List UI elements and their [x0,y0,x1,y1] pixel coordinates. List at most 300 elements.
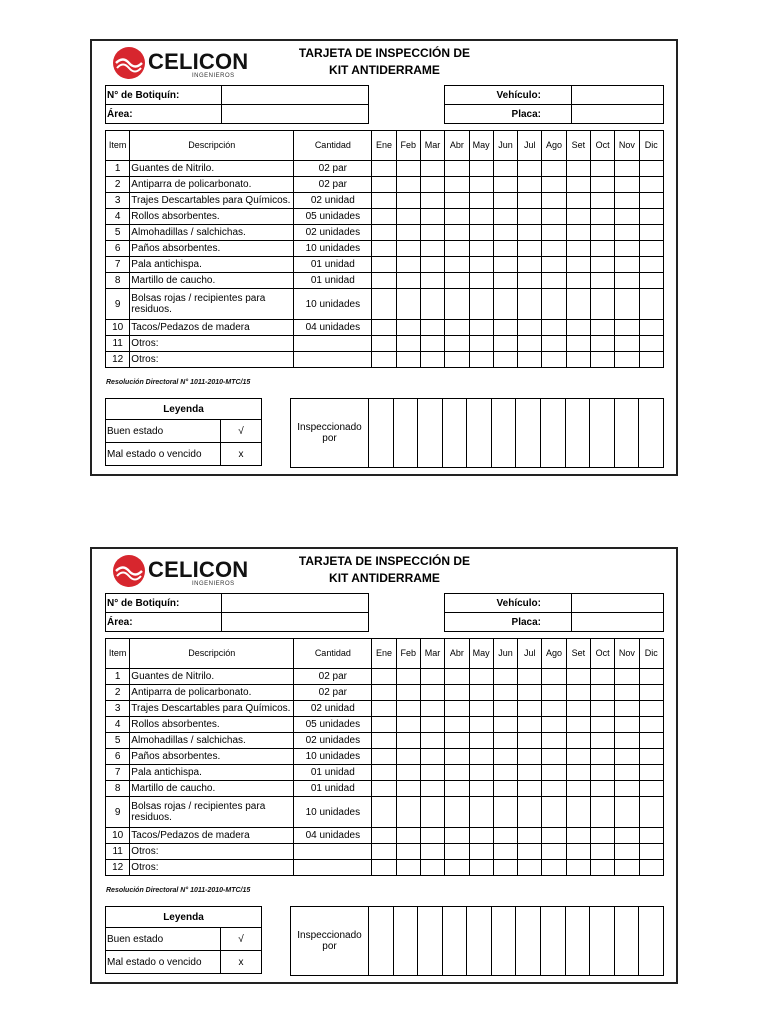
month-cell[interactable] [566,717,590,733]
month-cell[interactable] [396,685,420,701]
month-cell[interactable] [639,177,663,193]
month-cell[interactable] [518,685,542,701]
month-cell[interactable] [493,273,517,289]
row-qty[interactable] [294,860,372,876]
month-cell[interactable] [493,781,517,797]
month-cell[interactable] [639,797,663,828]
botiquin-field[interactable] [222,86,369,105]
month-cell[interactable] [420,225,444,241]
month-cell[interactable] [493,797,517,828]
month-cell[interactable] [615,289,639,320]
month-cell[interactable] [372,273,396,289]
month-cell[interactable] [445,733,469,749]
month-cell[interactable] [469,717,493,733]
month-cell[interactable] [590,209,614,225]
month-cell[interactable] [445,225,469,241]
month-cell[interactable] [639,669,663,685]
month-cell[interactable] [372,844,396,860]
signature-cell[interactable] [639,399,664,468]
signature-cell[interactable] [590,907,615,976]
month-cell[interactable] [518,177,542,193]
month-cell[interactable] [542,320,566,336]
month-cell[interactable] [372,320,396,336]
month-cell[interactable] [445,669,469,685]
month-cell[interactable] [420,765,444,781]
month-cell[interactable] [615,241,639,257]
month-cell[interactable] [542,257,566,273]
month-cell[interactable] [493,320,517,336]
month-cell[interactable] [445,336,469,352]
month-cell[interactable] [372,193,396,209]
month-cell[interactable] [566,797,590,828]
month-cell[interactable] [590,177,614,193]
month-cell[interactable] [372,765,396,781]
month-cell[interactable] [615,257,639,273]
month-cell[interactable] [566,336,590,352]
month-cell[interactable] [469,289,493,320]
signature-cell[interactable] [442,399,467,468]
month-cell[interactable] [493,352,517,368]
signature-cell[interactable] [565,399,590,468]
month-cell[interactable] [542,336,566,352]
month-cell[interactable] [639,352,663,368]
month-cell[interactable] [542,781,566,797]
month-cell[interactable] [493,336,517,352]
month-cell[interactable] [469,797,493,828]
month-cell[interactable] [372,685,396,701]
month-cell[interactable] [396,733,420,749]
month-cell[interactable] [493,733,517,749]
signature-cell[interactable] [614,907,639,976]
month-cell[interactable] [542,828,566,844]
month-cell[interactable] [518,289,542,320]
month-cell[interactable] [396,320,420,336]
month-cell[interactable] [566,225,590,241]
month-cell[interactable] [493,225,517,241]
month-cell[interactable] [590,336,614,352]
month-cell[interactable] [639,225,663,241]
month-cell[interactable] [469,685,493,701]
month-cell[interactable] [372,828,396,844]
month-cell[interactable] [518,860,542,876]
month-cell[interactable] [639,336,663,352]
month-cell[interactable] [372,717,396,733]
month-cell[interactable] [420,685,444,701]
month-cell[interactable] [445,352,469,368]
signature-cell[interactable] [418,907,443,976]
month-cell[interactable] [542,273,566,289]
month-cell[interactable] [639,257,663,273]
row-qty[interactable] [294,336,372,352]
signature-cell[interactable] [590,399,615,468]
month-cell[interactable] [445,828,469,844]
month-cell[interactable] [396,669,420,685]
signature-cell[interactable] [442,907,467,976]
month-cell[interactable] [493,685,517,701]
month-cell[interactable] [566,701,590,717]
month-cell[interactable] [590,749,614,765]
month-cell[interactable] [469,257,493,273]
signature-cell[interactable] [393,907,418,976]
month-cell[interactable] [420,669,444,685]
month-cell[interactable] [615,765,639,781]
month-cell[interactable] [518,765,542,781]
month-cell[interactable] [372,241,396,257]
month-cell[interactable] [566,352,590,368]
month-cell[interactable] [372,257,396,273]
month-cell[interactable] [445,860,469,876]
month-cell[interactable] [590,161,614,177]
month-cell[interactable] [590,844,614,860]
month-cell[interactable] [518,193,542,209]
month-cell[interactable] [639,860,663,876]
month-cell[interactable] [372,289,396,320]
month-cell[interactable] [396,701,420,717]
signature-cell[interactable] [565,907,590,976]
month-cell[interactable] [590,765,614,781]
month-cell[interactable] [469,749,493,765]
month-cell[interactable] [420,701,444,717]
signature-cell[interactable] [541,907,566,976]
month-cell[interactable] [615,781,639,797]
month-cell[interactable] [590,685,614,701]
month-cell[interactable] [518,161,542,177]
month-cell[interactable] [542,765,566,781]
signature-cell[interactable] [467,399,492,468]
month-cell[interactable] [566,193,590,209]
month-cell[interactable] [590,320,614,336]
month-cell[interactable] [469,765,493,781]
month-cell[interactable] [615,733,639,749]
month-cell[interactable] [542,225,566,241]
month-cell[interactable] [372,797,396,828]
month-cell[interactable] [469,241,493,257]
month-cell[interactable] [566,289,590,320]
month-cell[interactable] [469,209,493,225]
month-cell[interactable] [420,797,444,828]
month-cell[interactable] [542,733,566,749]
month-cell[interactable] [566,860,590,876]
month-cell[interactable] [639,209,663,225]
month-cell[interactable] [639,749,663,765]
month-cell[interactable] [420,193,444,209]
area-field[interactable] [222,613,369,632]
month-cell[interactable] [542,352,566,368]
month-cell[interactable] [372,781,396,797]
month-cell[interactable] [420,717,444,733]
month-cell[interactable] [420,860,444,876]
month-cell[interactable] [542,669,566,685]
month-cell[interactable] [420,733,444,749]
month-cell[interactable] [493,193,517,209]
month-cell[interactable] [396,177,420,193]
month-cell[interactable] [518,733,542,749]
month-cell[interactable] [590,257,614,273]
month-cell[interactable] [445,193,469,209]
month-cell[interactable] [566,241,590,257]
month-cell[interactable] [493,717,517,733]
month-cell[interactable] [590,701,614,717]
signature-cell[interactable] [369,907,394,976]
month-cell[interactable] [469,273,493,289]
month-cell[interactable] [493,289,517,320]
month-cell[interactable] [590,860,614,876]
month-cell[interactable] [518,828,542,844]
month-cell[interactable] [518,797,542,828]
signature-cell[interactable] [491,399,516,468]
month-cell[interactable] [566,209,590,225]
signature-cell[interactable] [639,907,664,976]
month-cell[interactable] [518,241,542,257]
month-cell[interactable] [639,717,663,733]
month-cell[interactable] [420,781,444,797]
month-cell[interactable] [615,717,639,733]
month-cell[interactable] [639,320,663,336]
month-cell[interactable] [372,225,396,241]
month-cell[interactable] [445,209,469,225]
month-cell[interactable] [493,828,517,844]
month-cell[interactable] [372,209,396,225]
month-cell[interactable] [493,177,517,193]
month-cell[interactable] [590,225,614,241]
signature-cell[interactable] [491,907,516,976]
month-cell[interactable] [493,749,517,765]
month-cell[interactable] [372,669,396,685]
month-cell[interactable] [615,336,639,352]
month-cell[interactable] [396,241,420,257]
signature-cell[interactable] [467,907,492,976]
month-cell[interactable] [518,225,542,241]
month-cell[interactable] [396,717,420,733]
month-cell[interactable] [469,844,493,860]
month-cell[interactable] [396,225,420,241]
month-cell[interactable] [469,177,493,193]
month-cell[interactable] [615,749,639,765]
month-cell[interactable] [639,781,663,797]
month-cell[interactable] [518,781,542,797]
month-cell[interactable] [469,781,493,797]
month-cell[interactable] [518,352,542,368]
month-cell[interactable] [420,209,444,225]
month-cell[interactable] [420,257,444,273]
month-cell[interactable] [518,257,542,273]
month-cell[interactable] [615,193,639,209]
month-cell[interactable] [566,749,590,765]
month-cell[interactable] [469,669,493,685]
month-cell[interactable] [396,336,420,352]
month-cell[interactable] [566,844,590,860]
month-cell[interactable] [445,781,469,797]
month-cell[interactable] [518,844,542,860]
month-cell[interactable] [566,765,590,781]
month-cell[interactable] [542,844,566,860]
month-cell[interactable] [542,177,566,193]
month-cell[interactable] [396,749,420,765]
row-qty[interactable] [294,352,372,368]
month-cell[interactable] [445,765,469,781]
month-cell[interactable] [396,352,420,368]
month-cell[interactable] [420,177,444,193]
month-cell[interactable] [372,177,396,193]
month-cell[interactable] [445,844,469,860]
month-cell[interactable] [396,161,420,177]
month-cell[interactable] [615,320,639,336]
month-cell[interactable] [590,273,614,289]
month-cell[interactable] [445,273,469,289]
month-cell[interactable] [420,336,444,352]
month-cell[interactable] [372,749,396,765]
month-cell[interactable] [639,241,663,257]
month-cell[interactable] [590,193,614,209]
month-cell[interactable] [566,828,590,844]
month-cell[interactable] [493,844,517,860]
month-cell[interactable] [469,733,493,749]
vehiculo-field[interactable] [572,86,664,105]
month-cell[interactable] [639,765,663,781]
month-cell[interactable] [590,733,614,749]
month-cell[interactable] [420,161,444,177]
month-cell[interactable] [566,161,590,177]
month-cell[interactable] [445,685,469,701]
month-cell[interactable] [639,289,663,320]
month-cell[interactable] [469,336,493,352]
month-cell[interactable] [615,209,639,225]
month-cell[interactable] [566,257,590,273]
month-cell[interactable] [566,685,590,701]
vehiculo-field[interactable] [572,594,664,613]
month-cell[interactable] [518,273,542,289]
placa-field[interactable] [572,105,664,124]
month-cell[interactable] [469,193,493,209]
month-cell[interactable] [518,701,542,717]
month-cell[interactable] [542,209,566,225]
month-cell[interactable] [615,273,639,289]
month-cell[interactable] [445,161,469,177]
month-cell[interactable] [566,177,590,193]
month-cell[interactable] [445,241,469,257]
month-cell[interactable] [420,828,444,844]
month-cell[interactable] [469,352,493,368]
month-cell[interactable] [615,161,639,177]
month-cell[interactable] [493,860,517,876]
month-cell[interactable] [518,209,542,225]
month-cell[interactable] [493,765,517,781]
month-cell[interactable] [445,797,469,828]
month-cell[interactable] [542,701,566,717]
month-cell[interactable] [590,669,614,685]
botiquin-field[interactable] [222,594,369,613]
month-cell[interactable] [590,797,614,828]
month-cell[interactable] [542,717,566,733]
month-cell[interactable] [469,860,493,876]
month-cell[interactable] [518,336,542,352]
month-cell[interactable] [639,685,663,701]
month-cell[interactable] [615,828,639,844]
month-cell[interactable] [396,828,420,844]
month-cell[interactable] [518,320,542,336]
month-cell[interactable] [542,241,566,257]
month-cell[interactable] [542,193,566,209]
signature-cell[interactable] [614,399,639,468]
month-cell[interactable] [469,225,493,241]
row-qty[interactable] [294,844,372,860]
month-cell[interactable] [445,320,469,336]
month-cell[interactable] [639,844,663,860]
month-cell[interactable] [445,257,469,273]
month-cell[interactable] [420,749,444,765]
month-cell[interactable] [566,273,590,289]
month-cell[interactable] [445,289,469,320]
month-cell[interactable] [639,733,663,749]
month-cell[interactable] [396,844,420,860]
signature-cell[interactable] [516,399,541,468]
month-cell[interactable] [372,860,396,876]
month-cell[interactable] [396,765,420,781]
area-field[interactable] [222,105,369,124]
month-cell[interactable] [493,241,517,257]
month-cell[interactable] [420,241,444,257]
month-cell[interactable] [590,241,614,257]
month-cell[interactable] [615,701,639,717]
month-cell[interactable] [615,797,639,828]
month-cell[interactable] [615,352,639,368]
month-cell[interactable] [372,733,396,749]
month-cell[interactable] [542,289,566,320]
month-cell[interactable] [396,860,420,876]
month-cell[interactable] [420,289,444,320]
month-cell[interactable] [372,701,396,717]
month-cell[interactable] [639,193,663,209]
month-cell[interactable] [615,860,639,876]
month-cell[interactable] [420,844,444,860]
month-cell[interactable] [590,828,614,844]
month-cell[interactable] [396,257,420,273]
month-cell[interactable] [396,781,420,797]
month-cell[interactable] [615,844,639,860]
month-cell[interactable] [542,749,566,765]
signature-cell[interactable] [516,907,541,976]
month-cell[interactable] [469,161,493,177]
month-cell[interactable] [639,161,663,177]
month-cell[interactable] [566,733,590,749]
month-cell[interactable] [566,781,590,797]
month-cell[interactable] [445,177,469,193]
month-cell[interactable] [639,828,663,844]
month-cell[interactable] [615,225,639,241]
month-cell[interactable] [639,273,663,289]
month-cell[interactable] [469,828,493,844]
month-cell[interactable] [396,209,420,225]
month-cell[interactable] [518,669,542,685]
month-cell[interactable] [493,257,517,273]
month-cell[interactable] [372,161,396,177]
month-cell[interactable] [493,701,517,717]
month-cell[interactable] [518,749,542,765]
signature-cell[interactable] [541,399,566,468]
placa-field[interactable] [572,613,664,632]
month-cell[interactable] [469,320,493,336]
month-cell[interactable] [396,797,420,828]
month-cell[interactable] [420,320,444,336]
month-cell[interactable] [493,161,517,177]
month-cell[interactable] [590,289,614,320]
month-cell[interactable] [590,717,614,733]
month-cell[interactable] [372,352,396,368]
signature-cell[interactable] [418,399,443,468]
month-cell[interactable] [493,669,517,685]
month-cell[interactable] [590,781,614,797]
month-cell[interactable] [420,352,444,368]
